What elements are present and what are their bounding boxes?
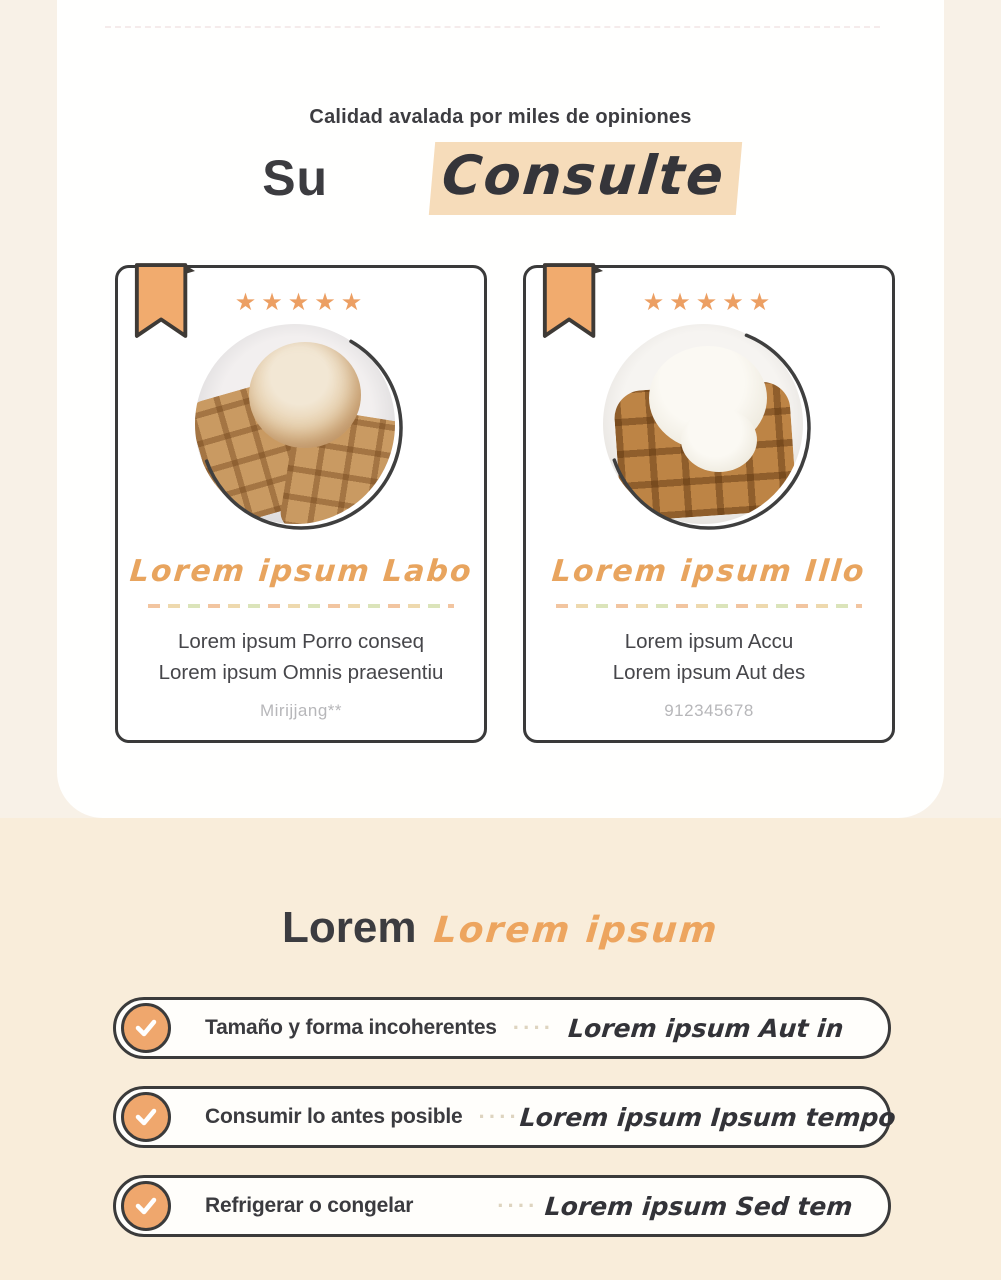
check-circle xyxy=(121,1181,171,1231)
decorative-dashed-line xyxy=(105,26,880,28)
hero-title-script: Consulte xyxy=(429,142,742,215)
review-cards xyxy=(115,265,895,743)
check-icon xyxy=(133,1104,159,1130)
arc-stroke-icon xyxy=(195,324,407,538)
hero-title-plain: Su xyxy=(262,150,329,206)
bookmark-icon xyxy=(132,258,196,344)
tip-note: Lorem ipsum Ipsum tempo xyxy=(518,1102,897,1132)
check-circle xyxy=(121,1003,171,1053)
review-line: Lorem ipsum Accu xyxy=(624,630,794,653)
dots-separator: ···· xyxy=(512,1015,555,1040)
star-rating: ★★★★★ xyxy=(642,288,776,316)
review-card-1 xyxy=(115,265,487,743)
review-title: Lorem ipsum Illo xyxy=(550,554,868,589)
tips-list xyxy=(113,997,897,1237)
bookmark-icon xyxy=(540,258,604,344)
star-rating: ★★★★★ xyxy=(234,288,368,316)
tip-note: Lorem ipsum Aut in xyxy=(567,1013,845,1043)
tip-label: Tamaño y forma incoherentes xyxy=(205,1016,497,1039)
hero-subtitle: Calidad avalada por miles de opiniones xyxy=(309,106,692,128)
check-circle xyxy=(121,1092,171,1142)
reviewer-name: Mirijjang** xyxy=(259,701,343,720)
tip-row-2 xyxy=(113,1086,897,1148)
tips-heading-plain: Lorem xyxy=(281,903,417,952)
tips-heading-script: Lorem ipsum xyxy=(432,910,721,951)
reviewer-name: 912345678 xyxy=(664,701,754,720)
check-icon xyxy=(133,1193,159,1219)
dots-separator: ···· xyxy=(497,1193,539,1218)
tip-row-1 xyxy=(113,997,891,1059)
review-card-2 xyxy=(523,265,895,743)
tip-row-3 xyxy=(113,1175,891,1237)
tip-note: Lorem ipsum Sed tem xyxy=(543,1191,854,1221)
tips-heading xyxy=(0,903,1001,975)
dots-separator: ···· xyxy=(478,1104,520,1129)
arc-stroke-icon xyxy=(603,324,815,538)
dashed-divider xyxy=(148,604,454,608)
check-icon xyxy=(133,1015,159,1041)
review-title: Lorem ipsum Labo xyxy=(128,554,474,589)
review-line: Lorem ipsum Omnis praesentiu xyxy=(158,661,444,684)
tip-label: Consumir lo antes posible xyxy=(205,1105,463,1128)
tip-label: Refrigerar o congelar xyxy=(205,1194,414,1217)
review-line: Lorem ipsum Aut des xyxy=(612,661,806,684)
review-line: Lorem ipsum Porro conseq xyxy=(177,630,425,653)
hero-title xyxy=(0,138,1001,218)
dashed-divider xyxy=(556,604,862,608)
